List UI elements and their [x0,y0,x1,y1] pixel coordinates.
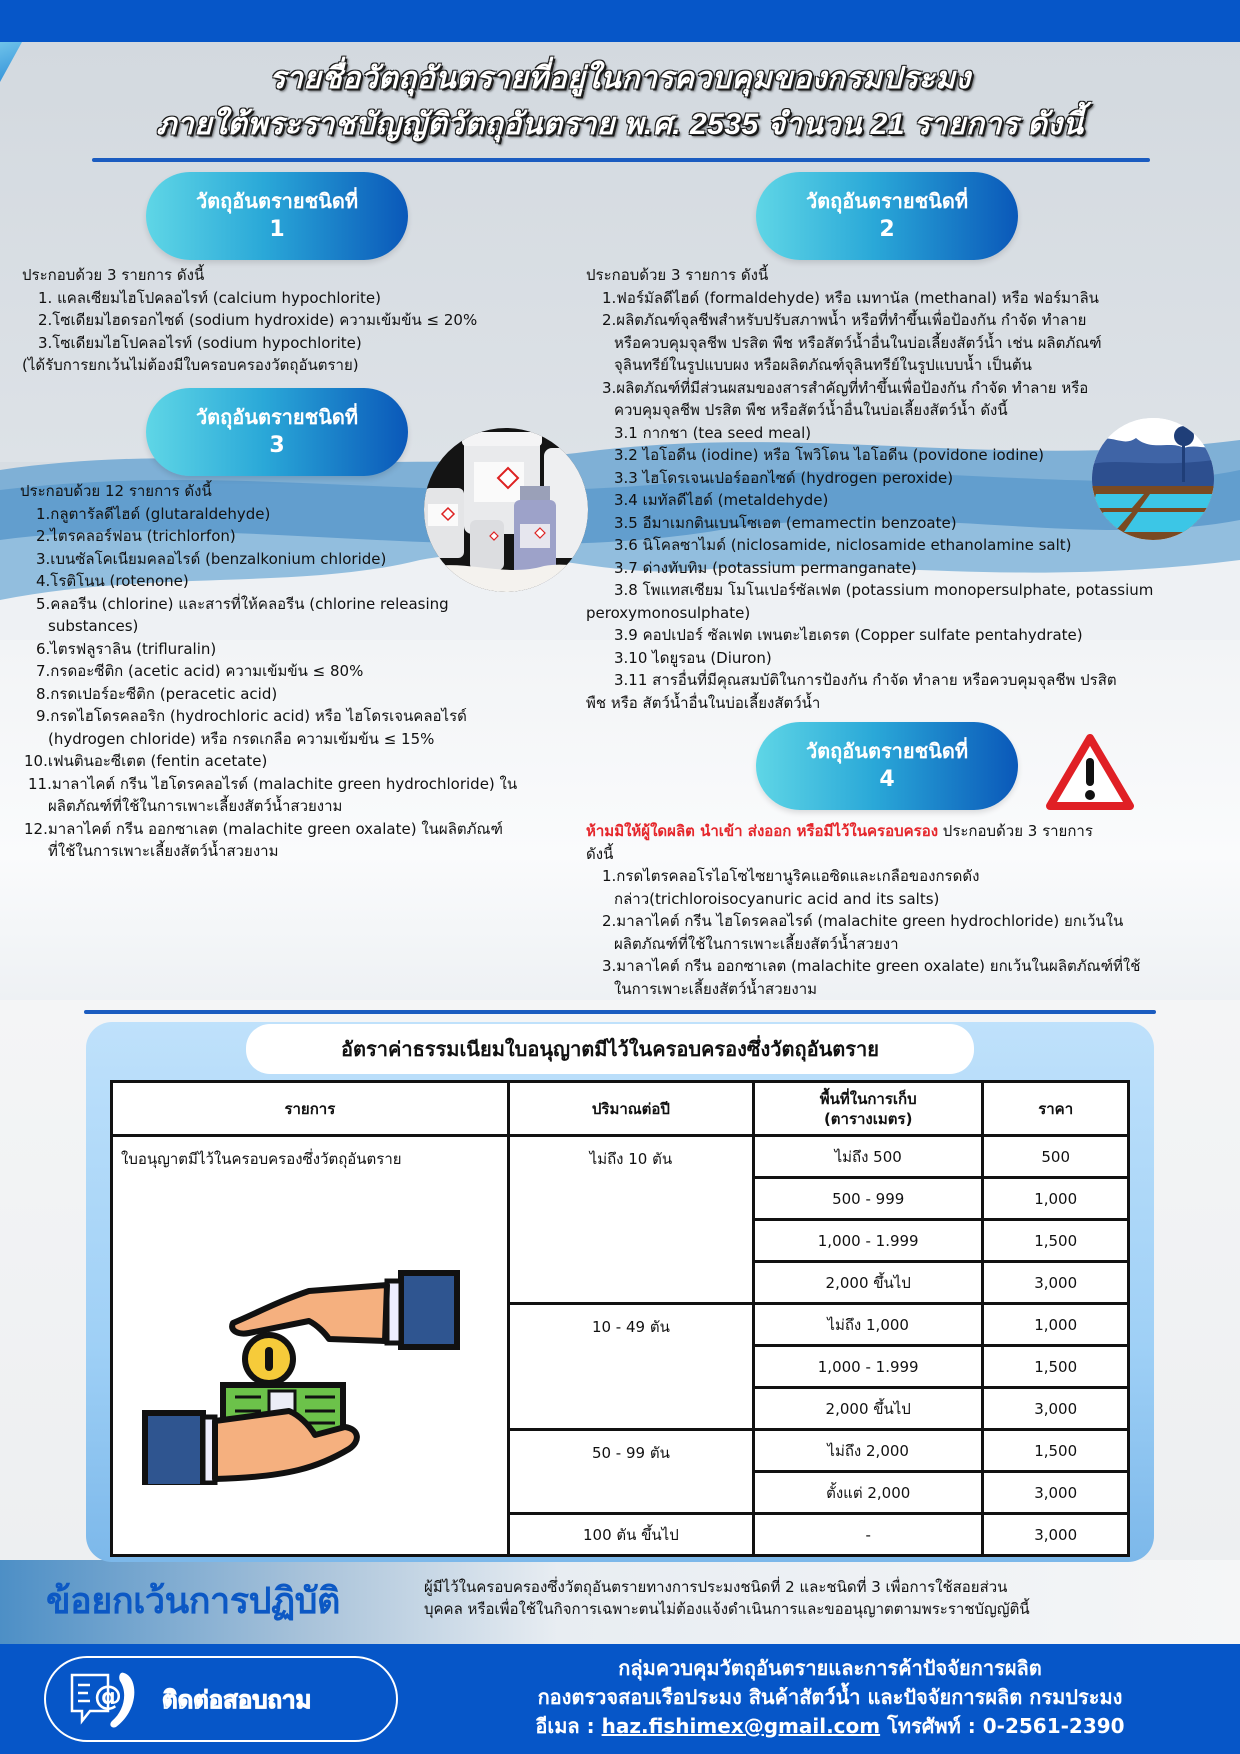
fish-pond-image [1092,418,1214,540]
header-area-line1: พื้นที่ในการเก็บ [819,1089,917,1108]
price-cell: 500 [983,1136,1129,1178]
page-title [0,56,1240,148]
footer-line-3 [420,1712,1240,1741]
svg-text:@: @ [94,1679,122,1712]
chemical-containers-icon [424,428,588,592]
list-item: 12.มาลาไคต์ กรีน ออกซาเลต (malachite green oxalate) ในผลิตภัณฑ์ [24,819,503,838]
list-item-continued: กล่าว(trichloroisocyanuric acid and its salts) [614,889,940,908]
list-item: 1.ฟอร์มัลดีไฮด์ (formaldehyde) หรือ เมทานัล (methanal) หรือ ฟอร์มาลิน [602,288,1099,307]
phone-label: โทรศัพท์ : [880,1714,983,1738]
category-intro: ประกอบด้วย 3 รายการ ดังนี้ [22,266,205,284]
title-divider [92,158,1150,162]
price-cell: 3,000 [983,1262,1129,1304]
category-label: วัตถุอันตรายชนิดที่ [195,405,359,429]
list-item: 2.มาลาไคต์ กรีน ไฮโดรคลอไรด์ (malachite green hydrochloride) ยกเว้นใน [602,912,1124,930]
price-cell: 1,500 [983,1220,1129,1262]
contact-badge [44,1656,398,1742]
table-header-row [112,1082,1129,1136]
category-2-badge [756,172,1018,260]
price-cell: 1,000 [983,1304,1129,1346]
list-item: 2.ไตรคลอร์ฟอน (trichlorfon) [36,527,236,545]
warning-triangle-icon [1046,734,1134,810]
list-item-continued: ผลิตภัณฑ์ที่ใช้ในการเพาะเลี้ยงสัตว์น้ำสวยงา [614,934,899,953]
exception-title: ข้อยกเว้นการปฏิบัติ [46,1581,340,1622]
area-cell: ตั้งแต่ 2,000 [754,1472,983,1514]
sub-item: 3.3 ไฮโดรเจนเปอร์ออกไซด์ (hydrogen peroxide) [614,468,954,487]
list-item-continued: จุลินทรีย์ในรูปแบบผง หรือผลิตภัณฑ์จุลินทรีย์ในรูปแบบน้ำ เป็นต้น [614,356,1032,374]
category-1-list [22,264,477,377]
category-note: (ได้รับการยกเว้นไม่ต้องมีใบครอบครองวัตถุอันตราย) [22,356,359,374]
price-cell: 3,000 [983,1514,1129,1556]
category-intro: ประกอบด้วย 3 รายการ ดังนี้ [586,266,769,284]
price-cell: 1,500 [983,1430,1129,1472]
area-cell: ไม่ถึง 500 [754,1136,983,1178]
list-item: 1.กรดไตรคลอโรไอโซไซยานูริคแอซิดและเกลือของกรดดัง [602,867,980,885]
exception-text [424,1576,1030,1620]
exception-line-1: ผู้มีไว้ในครอบครองซึ่งวัตถุอันตรายทางการประมงชนิดที่ 2 และชนิดที่ 3 เพื่อการใช้สอยส่วน [424,1578,1008,1596]
list-item: 4.โรติโนน (rotenone) [36,572,189,590]
list-item: 6.ไตรฟลูราลิน (trifluralin) [36,639,217,658]
list-item: 2.โซเดียมไฮดรอกไซด์ (sodium hydroxide) ความเข้มข้น ≤ 20% [38,311,478,329]
header-item: รายการ [112,1082,509,1136]
list-item: 1.กลูตารัลดีไฮด์ (glutaraldehyde) [36,504,271,523]
price-cell: 1,000 [983,1178,1129,1220]
chemical-containers-image [424,428,588,592]
header-area-line2: (ตารางเมตร) [823,1109,913,1128]
category-label: วัตถุอันตรายชนิดที่ [805,189,969,213]
area-cell: ไม่ถึง 1,000 [754,1304,983,1346]
email-link[interactable]: haz.fishimex@gmail.com [601,1714,881,1738]
contact-info [420,1654,1240,1741]
category-label: วัตถุอันตรายชนิดที่ [805,739,969,763]
list-item: 3.โซเดียมไฮโปคลอไรท์ (sodium hypochlorite) [38,333,362,352]
list-item: 1. แคลเซียมไฮโปคลอไรท์ (calcium hypochlorite) [38,288,381,307]
sub-item: 3.1 กากชา (tea seed meal) [614,423,812,442]
sub-item: 3.7 ด่างทับทิม (potassium permanganate) [614,558,917,577]
prohibition-warning: ห้ามมิให้ผู้ใดผลิต นำเข้า ส่งออก หรือมีไว้ในครอบครอง [586,822,939,840]
email-phone-icon [68,1667,148,1731]
list-item-continued: ผลิตภัณฑ์ที่ใช้ในการเพาะเลี้ยงสัตว์น้ำสวยงาม [48,797,343,815]
section-divider [84,1010,1156,1014]
category-intro: ประกอบด้วย 3 รายการ [938,822,1093,840]
category-3-badge [146,388,408,476]
list-item: 3.ผลิตภัณฑ์ที่มีส่วนผสมของสารสำคัญที่ทำขึ้นเพื่อป้องกัน กำจัด ทำลาย หรือ [602,378,1089,397]
price-cell: 1,500 [983,1346,1129,1388]
license-item-cell [112,1136,509,1556]
header-quantity: ปริมาณต่อปี [508,1082,753,1136]
phone-number: 0-2561-2390 [982,1714,1125,1738]
payment-hands-icon [139,1255,469,1485]
category-intro: ประกอบด้วย 12 รายการ ดังนี้ [20,482,212,500]
area-cell: - [754,1514,983,1556]
category-2-list [586,264,1153,714]
list-item-continued: substances) [48,617,139,635]
quantity-cell: 100 ตัน ขึ้นไป [508,1514,753,1556]
category-4-list [586,820,1140,1000]
list-item: 3.เบนซัลโคเนียมคลอไรด์ (benzalkonium chloride) [36,549,387,568]
list-item: 3.มาลาไคต์ กรีน ออกซาเลต (malachite green oxalate) ยกเว้นในผลิตภัณฑ์ที่ใช้ [602,957,1141,975]
license-item-text: ใบอนุญาตมีไว้ในครอบครองซึ่งวัตถุอันตราย [121,1150,402,1168]
category-number: 2 [879,217,895,242]
sub-item: 3.8 โพแทสเซียม โมโนเปอร์ซัลเฟต (potassium monopersulphate, potassium [614,581,1154,599]
area-cell: 1,000 - 1.999 [754,1220,983,1262]
title-line-2: ภายใต้พระราชบัญญัติวัตถุอันตราย พ.ศ. 2535 จำนวน 21 รายการ ดังนี้ [156,108,1084,141]
fee-table-title: อัตราค่าธรรมเนียมใบอนุญาตมีไว้ในครอบครองซึ่งวัตถุอันตราย [246,1024,974,1074]
list-item-continued: ควบคุมจุลชีพ ปรสิต พืช หรือสัตว์น้ำอื่นในบ่อเลี้ยงสัตว์น้ำ ดังนี้ [614,401,1008,419]
category-number: 3 [269,433,285,458]
contact-label: ติดต่อสอบถาม [162,1685,312,1714]
fish-pond-icon [1092,418,1214,540]
category-label: วัตถุอันตรายชนิดที่ [195,189,359,213]
email-label: อีเมล : [535,1714,602,1738]
footer-line-2: กองตรวจสอบเรือประมง สินค้าสัตว์น้ำ และปัจจัยการผลิต กรมประมง [537,1685,1123,1709]
exception-line-2: บุคคล หรือเพื่อใช้ในกิจการเฉพาะตนไม่ต้องแจ้งดำเนินการและขออนุญาตตามพระราชบัญญัตินี้ [424,1600,1030,1618]
quantity-cell: ไม่ถึง 10 ตัน [508,1136,753,1304]
quantity-cell: 10 - 49 ตัน [508,1304,753,1430]
quantity-cell: 50 - 99 ตัน [508,1430,753,1514]
header-area [754,1082,983,1136]
fee-table [110,1080,1130,1557]
category-number: 4 [879,767,895,792]
price-cell: 3,000 [983,1472,1129,1514]
area-cell: ไม่ถึง 2,000 [754,1430,983,1472]
category-4-badge [756,722,1018,810]
top-banner [0,0,1240,42]
list-item: 11.มาลาไคต์ กรีน ไฮโดรคลอไรด์ (malachite green hydrochloride) ใน [28,774,518,793]
sub-item: 3.5 อีมาเมกตินเบนโซเอต (emamectin benzoate) [614,513,957,532]
area-cell: 2,000 ขึ้นไป [754,1388,983,1430]
list-item-continued: ในการเพาะเลี้ยงสัตว์น้ำสวยงาม [614,979,818,998]
sub-item-continued: peroxymonosulphate) [586,603,751,622]
footer-line-1: กลุ่มควบคุมวัตถุอันตรายและการค้าปัจจัยการผลิต [618,1656,1042,1680]
category-1-badge [146,172,408,260]
title-line-1: รายชื่อวัตถุอันตรายที่อยู่ในการควบคุมของกรมประมง [269,62,971,95]
list-item: 2.ผลิตภัณฑ์จุลชีพสำหรับปรับสภาพน้ำ หรือที่ทำขึ้นเพื่อป้องกัน กำจัด ทำลาย [602,311,1087,329]
sub-item: 3.11 สารอื่นที่มีคุณสมบัติในการป้องกัน กำจัด ทำลาย หรือควบคุมจุลชีพ ปรสิต [614,671,1117,689]
list-item: 10.เฟนตินอะซีเตต (fentin acetate) [24,752,268,770]
sub-item: 3.9 คอปเปอร์ ซัลเฟต เพนตะไฮเดรต (Copper sulfate pentahydrate) [614,626,1083,644]
list-item: 9.กรดไฮโดรคลอริก (hydrochloric acid) หรือ ไฮโดรเจนคลอไรด์ [36,707,467,725]
sub-item: 3.6 นิโคลซาไมด์ (niclosamide, niclosamide ethanolamine salt) [614,536,1072,554]
area-cell: 2,000 ขึ้นไป [754,1262,983,1304]
category-intro-continued: ดังนี้ [586,844,614,863]
table-row [112,1136,1129,1178]
area-cell: 500 - 999 [754,1178,983,1220]
price-cell: 3,000 [983,1388,1129,1430]
sub-item: 3.2 ไอโอดีน (iodine) หรือ โพวิโดน ไอโอดีน (povidone iodine) [614,446,1044,464]
list-item-continued: (hydrogen chloride) หรือ กรดเกลือ ความเข้มข้น ≤ 15% [48,729,435,748]
category-number: 1 [269,217,285,242]
sub-item-continued: พืช หรือ สัตว์น้ำอื่นในบ่อเลี้ยงสัตว์น้ำ [586,693,821,712]
sub-item: 3.4 เมทัลดีไฮด์ (metaldehyde) [614,491,829,509]
sub-item: 3.10 ไดยูรอน (Diuron) [614,648,772,667]
list-item: 5.คลอรีน (chlorine) และสารที่ให้คลอรีน (chlorine releasing [36,594,449,613]
header-price: ราคา [983,1082,1129,1136]
list-item-continued: หรือควบคุมจุลชีพ ปรสิต พืช หรือสัตว์น้ำอื่นในบ่อเลี้ยงสัตว์น้ำ เช่น ผลิตภัณฑ์ [614,333,1102,352]
list-item-continued: ที่ใช้ในการเพาะเลี้ยงสัตว์น้ำสวยงาม [48,842,279,860]
list-item: 7.กรดอะซีติก (acetic acid) ความเข้มข้น ≤ 80% [36,662,364,680]
area-cell: 1,000 - 1.999 [754,1346,983,1388]
list-item: 8.กรดเปอร์อะซีติก (peracetic acid) [36,684,278,703]
